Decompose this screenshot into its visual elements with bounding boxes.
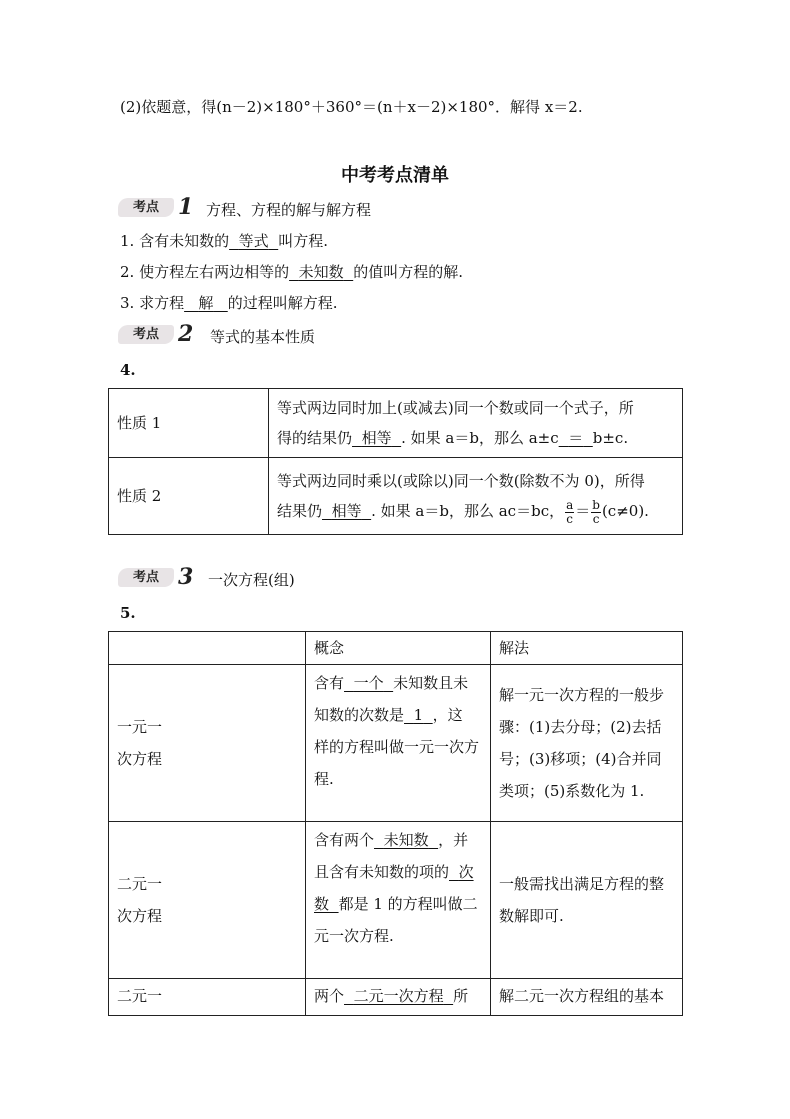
kaodian-badge-1: 考点 xyxy=(118,198,174,217)
table-row xyxy=(109,632,683,665)
page-heading: 中考考点清单 xyxy=(341,165,449,186)
header-concept: 概念 xyxy=(306,632,491,665)
concept-two-var: 含有两个 未知数 ，并 且含有未知数的项的 次 数 都是 1 的方程叫做二 元一次方程. xyxy=(306,822,491,979)
kaodian-number-1: 1 xyxy=(178,194,194,220)
concept-one-var: 含有 一个 未知数且未 知数的次数是 1 ，这 样的方程叫做一元一次方 程. xyxy=(306,665,491,822)
item-5-number: 5. xyxy=(120,604,136,622)
concept-system: 两个 二元一次方程 所 xyxy=(306,979,491,1016)
row-label-two-var: 二元一 次方程 xyxy=(109,822,306,979)
table-row xyxy=(109,458,683,535)
item-2: 2. 使方程左右两边相等的 未知数 的值叫方程的解. xyxy=(120,263,463,281)
item-4-number: 4. xyxy=(120,361,136,379)
table-row xyxy=(109,665,683,822)
item-1: 1. 含有未知数的 等式 叫方程. xyxy=(120,232,328,250)
linear-equation-table xyxy=(108,631,683,1016)
section-2-title: 等式的基本性质 xyxy=(210,328,316,346)
solution-line: (2)依题意，得(n－2)×180°＋360°＝(n＋x－2)×180°．解得 x＝2. xyxy=(120,98,583,116)
section-3-title: 一次方程(组) xyxy=(208,571,295,589)
property-1-content: 等式两边同时加上(或减去)同一个数或同一个式子，所 得的结果仍 相等 . 如果 a＝b，那么 a±c ＝ b±c. xyxy=(269,389,683,458)
method-two-var: 一般需找出满足方程的整数解即可. xyxy=(491,822,683,979)
method-one-var: 解一元一次方程的一般步骤：(1)去分母；(2)去括号；(3)移项；(4)合并同类项；(5)系数化为 1. xyxy=(491,665,683,822)
item-3: 3. 求方程 解 的过程叫解方程. xyxy=(120,294,338,312)
answer-1: 等式 xyxy=(238,232,269,250)
property-2-label: 性质 2 xyxy=(109,458,269,535)
method-system: 解二元一次方程组的基本 xyxy=(491,979,683,1016)
row-label-one-var: 一元一 次方程 xyxy=(109,665,306,822)
fraction-a-over-c: $\frac{a}{c}$ xyxy=(566,497,574,526)
kaodian-badge-3: 考点 xyxy=(118,568,174,587)
answer-2: 未知数 xyxy=(298,263,344,281)
header-empty xyxy=(109,632,306,665)
property-1-label: 性质 1 xyxy=(109,389,269,458)
table-row xyxy=(109,979,683,1016)
kaodian-number-3: 3 xyxy=(178,564,194,590)
table-row xyxy=(109,389,683,458)
fraction-b-over-c: $\frac{b}{c}$ xyxy=(592,497,600,526)
table-row xyxy=(109,822,683,979)
kaodian-badge-2: 考点 xyxy=(118,325,174,344)
answer-3: 解 xyxy=(198,294,214,312)
row-label-system: 二元一 xyxy=(109,979,306,1016)
property-2-content: 等式两边同时乘以(或除以)同一个数(除数不为 0)，所得 结果仍 相等 . 如果 a＝b，那么 ac＝bc， $\frac{a}{c}$ ＝ $\frac{b}{c}$ (c≠0). xyxy=(269,458,683,535)
kaodian-number-2: 2 xyxy=(178,321,194,347)
properties-table xyxy=(108,388,683,535)
header-method: 解法 xyxy=(491,632,683,665)
section-1-title: 方程、方程的解与解方程 xyxy=(206,201,372,219)
